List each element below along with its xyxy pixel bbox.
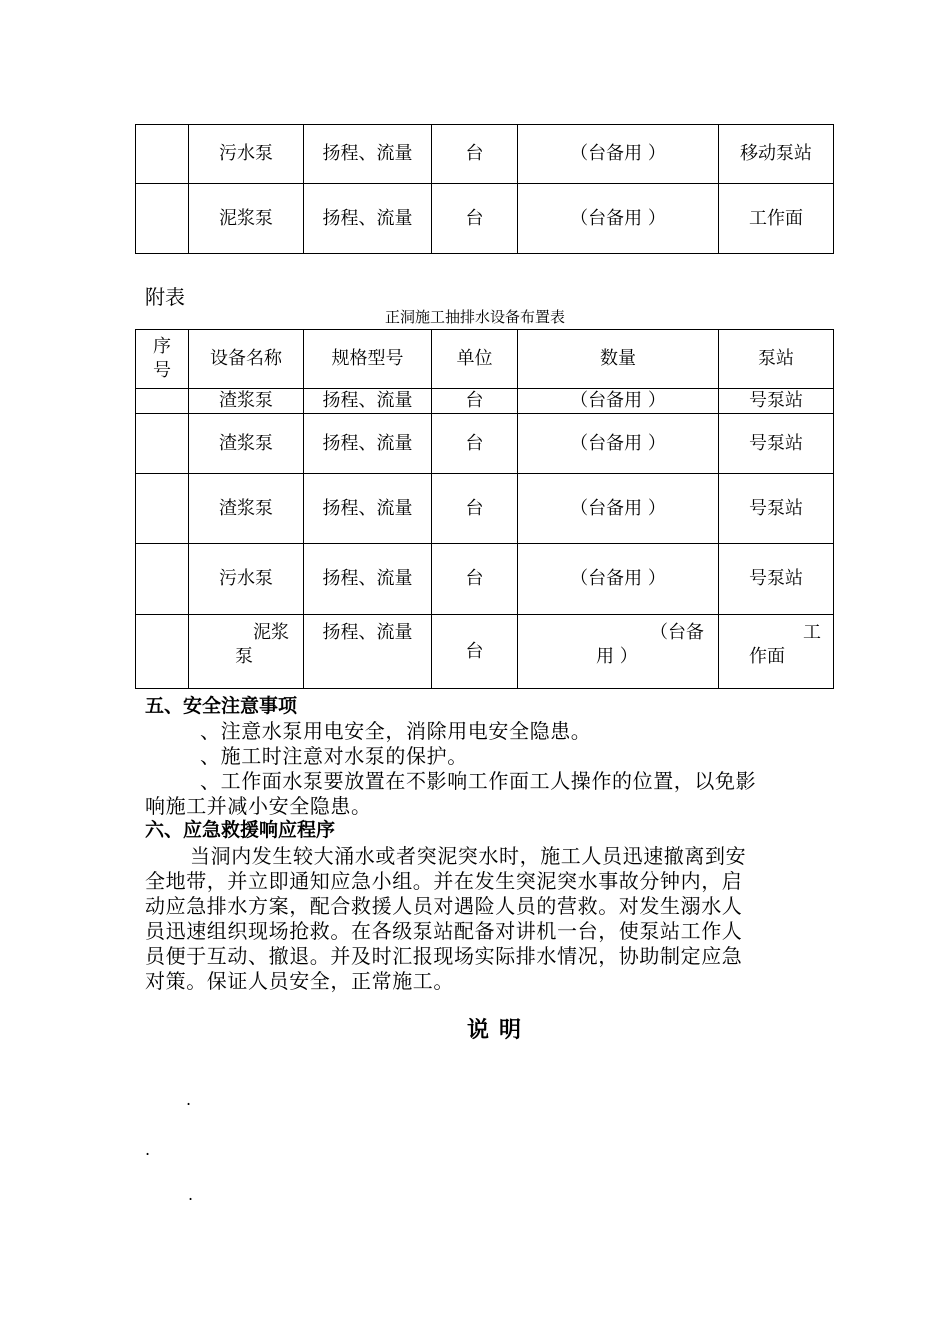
table-row: [136, 615, 834, 689]
cell-spec: 扬程、流量: [304, 389, 432, 414]
table-header-row: [136, 330, 834, 389]
cell-index: [136, 184, 189, 254]
cell-station: 号泵站: [719, 474, 834, 544]
cell-unit: 台: [432, 389, 518, 414]
cell-spec: 扬程、流量: [304, 474, 432, 544]
cell-index: [136, 544, 189, 615]
section-heading-safety: 五、安全注意事项: [145, 695, 298, 717]
cell-qty: （台备 用 ）: [518, 615, 719, 689]
cell-spec: 扬程、流量: [304, 414, 432, 474]
cell-qty: （台备用 ）: [518, 474, 719, 544]
cell-device: 泥浆泵: [189, 184, 304, 254]
cell-station: 号泵站: [719, 389, 834, 414]
cell-station: 移动泵站: [719, 125, 834, 184]
section-title-explanation: 说明: [466, 1018, 531, 1043]
cell-qty: （台备用 ）: [518, 184, 719, 254]
cell-station: 工作面: [719, 184, 834, 254]
cell-spec: 扬程、流量: [304, 184, 432, 254]
table-row: [136, 474, 834, 544]
safety-item: 、注意水泵用电安全，消除用电安全隐患。: [200, 719, 592, 743]
cell-index: [136, 414, 189, 474]
cell-device: 污水泵: [189, 544, 304, 615]
cell-unit: 台: [432, 184, 518, 254]
cell-index: [136, 474, 189, 544]
cell-qty: （台备用 ）: [518, 544, 719, 615]
safety-item: 、施工时注意对水泵的保护。: [200, 744, 468, 768]
cell-index: [136, 389, 189, 414]
cell-unit: 台: [432, 615, 518, 689]
header-spec: 规格型号: [304, 330, 432, 389]
cell-unit: 台: [432, 474, 518, 544]
cell-device: 污水泵: [189, 125, 304, 184]
cell-unit: 台: [432, 125, 518, 184]
appendix-label: 附表: [145, 285, 185, 309]
pump-layout-table: [135, 329, 834, 689]
emergency-paragraph-line: 当洞内发生较大涌水或者突泥突水时，施工人员迅速撤离到安: [190, 844, 747, 868]
cell-spec: 扬程、流量: [304, 544, 432, 615]
cell-unit: 台: [432, 414, 518, 474]
header-qty: 数量: [518, 330, 719, 389]
table-row: [136, 414, 834, 474]
cell-index: [136, 615, 189, 689]
cell-index: [136, 125, 189, 184]
stray-dot: .: [188, 1185, 194, 1204]
cell-station: 工 作面: [719, 615, 834, 689]
cell-qty: （台备用 ）: [518, 389, 719, 414]
emergency-paragraph-line: 全地带，并立即通知应急小组。并在发生突泥突水事故分钟内，启: [145, 869, 743, 893]
cell-device: 渣浆泵: [189, 474, 304, 544]
cell-station: 号泵站: [719, 544, 834, 615]
cell-spec: 扬程、流量: [304, 125, 432, 184]
cell-qty: （台备用 ）: [518, 125, 719, 184]
table-row: [136, 125, 834, 184]
emergency-paragraph-line: 员便于互动、撤退。并及时汇报现场实际排水情况，协助制定应急: [145, 944, 743, 968]
table-caption: 正洞施工抽排水设备布置表: [384, 308, 565, 326]
safety-item: 、工作面水泵要放置在不影响工作面工人操作的位置，以免影: [200, 769, 757, 793]
cell-unit: 台: [432, 544, 518, 615]
section-heading-emergency: 六、应急救援响应程序: [145, 819, 336, 841]
cell-device: 渣浆泵: [189, 389, 304, 414]
table-row: [136, 389, 834, 414]
cell-spec: 扬程、流量: [304, 615, 432, 689]
pump-table-continued: [135, 124, 834, 254]
emergency-paragraph-line: 动应急排水方案，配合救援人员对遇险人员的营救。对发生溺水人: [145, 894, 743, 918]
header-station: 泵站: [719, 330, 834, 389]
cell-station: 号泵站: [719, 414, 834, 474]
cell-device: 泥浆 泵: [189, 615, 304, 689]
safety-item-continued: 响施工并减小安全隐患。: [145, 794, 372, 818]
emergency-paragraph-line: 对策。保证人员安全，正常施工。: [145, 969, 454, 993]
cell-qty: （台备用 ）: [518, 414, 719, 474]
table-row: [136, 184, 834, 254]
header-unit: 单位: [432, 330, 518, 389]
header-index: 序号: [136, 330, 189, 389]
stray-dot: .: [145, 1140, 151, 1159]
cell-device: 渣浆泵: [189, 414, 304, 474]
table-row: [136, 544, 834, 615]
stray-dot: .: [186, 1090, 192, 1109]
header-device: 设备名称: [189, 330, 304, 389]
emergency-paragraph-line: 员迅速组织现场抢救。在各级泵站配备对讲机一台，使泵站工作人: [145, 919, 743, 943]
